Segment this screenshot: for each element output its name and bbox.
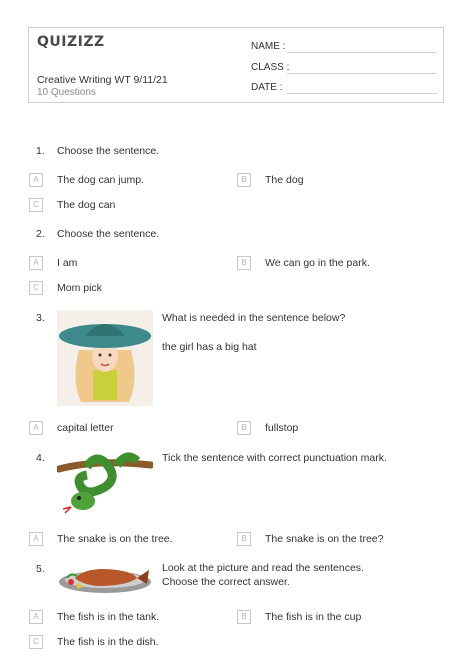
question-number: 3. xyxy=(36,312,45,324)
option-text[interactable]: The fish is in the tank. xyxy=(57,611,160,623)
option-letter-box[interactable]: B xyxy=(237,173,251,187)
option-letter-box[interactable]: A xyxy=(29,173,43,187)
date-label: DATE : xyxy=(251,82,283,93)
option-text[interactable]: capital letter xyxy=(57,422,114,434)
quizizz-logo: QUIZIZZ xyxy=(37,34,105,50)
question-count: 10 Questions xyxy=(37,87,96,98)
name-field[interactable] xyxy=(287,52,437,53)
option-letter-box[interactable]: C xyxy=(29,198,43,212)
option-letter-box[interactable]: B xyxy=(237,532,251,546)
option-text[interactable]: fullstop xyxy=(265,422,299,434)
option-letter-box[interactable]: A xyxy=(29,610,43,624)
option-text[interactable]: I am xyxy=(57,257,78,269)
question-text: Look at the picture and read the sentences. xyxy=(162,562,364,574)
question-text-line2: Choose the correct answer. xyxy=(162,576,290,588)
question-number: 5. xyxy=(36,563,45,575)
option-text[interactable]: The snake is on the tree. xyxy=(57,533,173,545)
question-number: 4. xyxy=(36,452,45,464)
option-letter-box[interactable]: C xyxy=(29,281,43,295)
option-text[interactable]: The dog can xyxy=(57,199,116,211)
question-text: What is needed in the sentence below? xyxy=(162,312,346,324)
worksheet-title: Creative Writing WT 9/11/21 xyxy=(37,74,168,86)
date-field[interactable] xyxy=(287,93,437,94)
option-text[interactable]: The snake is on the tree? xyxy=(265,533,384,545)
option-letter-box[interactable]: B xyxy=(237,256,251,270)
option-text[interactable]: Mom pick xyxy=(57,282,102,294)
option-text[interactable]: The fish is in the dish. xyxy=(57,636,159,648)
option-letter-box[interactable]: B xyxy=(237,421,251,435)
option-letter-box[interactable]: C xyxy=(29,635,43,649)
fish-on-dish-image xyxy=(57,560,153,596)
question-number: 1. xyxy=(36,145,45,157)
question-text: Choose the sentence. xyxy=(57,145,160,157)
worksheet-header xyxy=(28,27,444,103)
snake-on-branch-image xyxy=(57,447,153,517)
question-text: Choose the sentence. xyxy=(57,228,160,240)
option-letter-box[interactable]: B xyxy=(237,610,251,624)
option-letter-box[interactable]: A xyxy=(29,421,43,435)
question-number: 2. xyxy=(36,228,45,240)
option-text[interactable]: We can go in the park. xyxy=(265,257,370,269)
option-letter-box[interactable]: A xyxy=(29,532,43,546)
option-text[interactable]: The dog xyxy=(265,174,304,186)
class-label: CLASS : xyxy=(251,62,290,73)
option-text[interactable]: The fish is in the cup xyxy=(265,611,362,623)
question-sentence: the girl has a big hat xyxy=(162,341,257,353)
option-text[interactable]: The dog can jump. xyxy=(57,174,144,186)
name-label: NAME : xyxy=(251,41,286,52)
class-field[interactable] xyxy=(287,73,437,74)
question-text: Tick the sentence with correct punctuation mark. xyxy=(162,452,387,464)
option-letter-box[interactable]: A xyxy=(29,256,43,270)
girl-with-hat-image xyxy=(57,310,153,406)
